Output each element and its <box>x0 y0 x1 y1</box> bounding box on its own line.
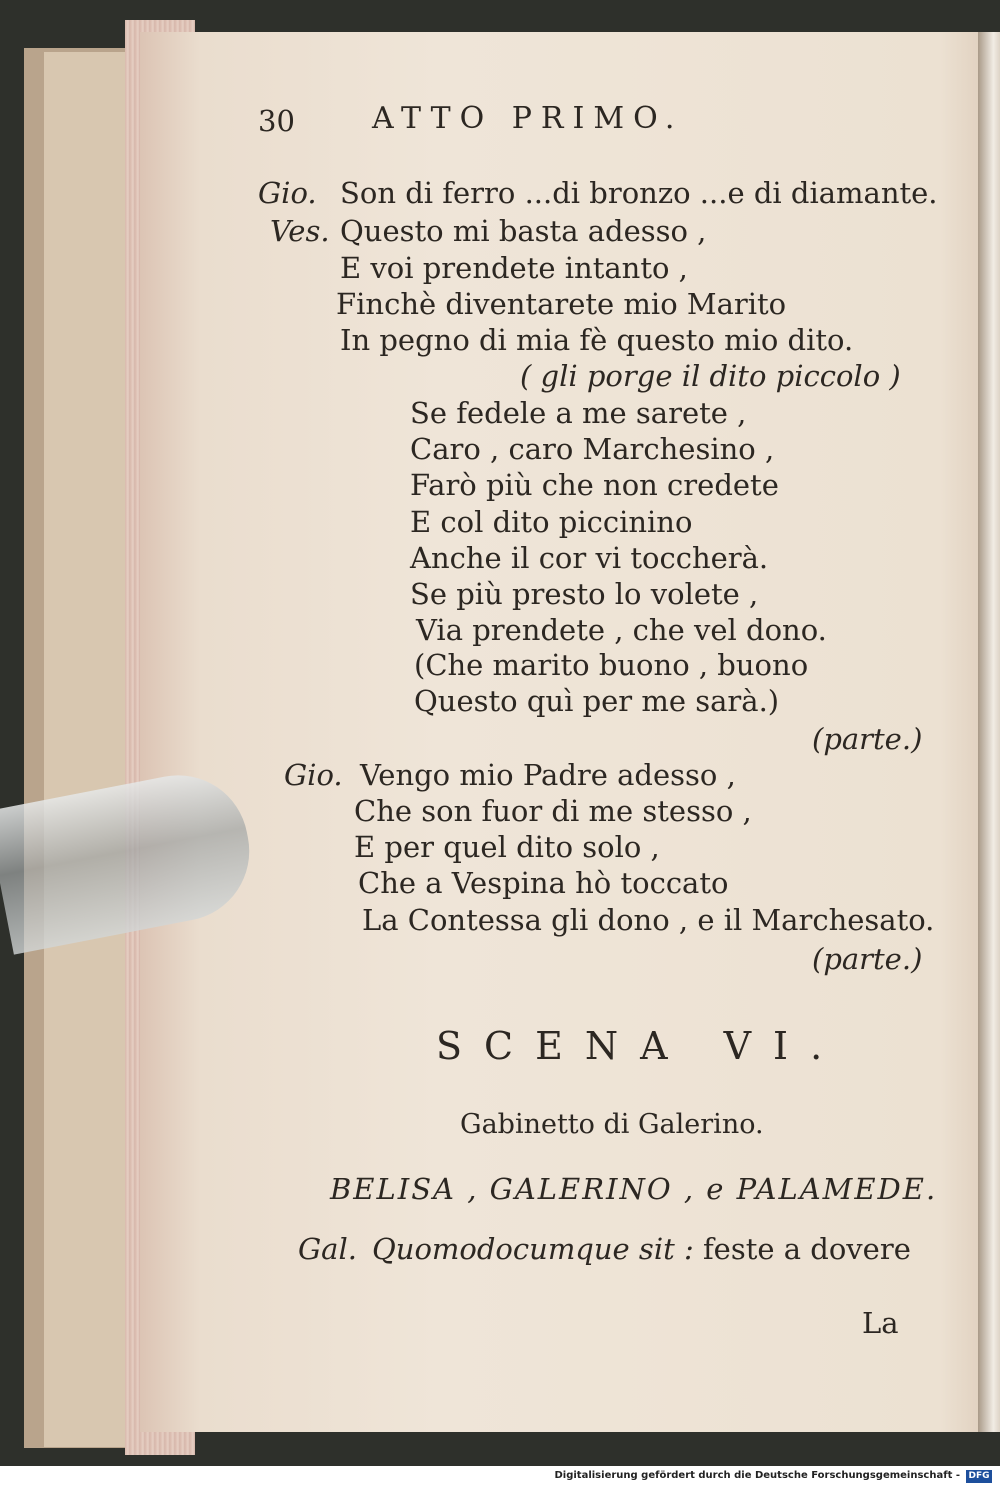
verse-line: Via prendete , che vel dono. <box>416 613 827 647</box>
speaker-label: Ves. <box>270 214 330 248</box>
speaker-label: Gio. <box>258 176 317 210</box>
verse-line: Vengo mio Padre adesso , <box>360 758 736 792</box>
stage-direction: ( gli porge il dito piccolo ) <box>520 359 901 393</box>
footer-bar <box>0 1466 1000 1488</box>
character-list: BELISA , GALERINO , e PALAMEDE. <box>330 1172 938 1206</box>
dfg-logo: DFG <box>966 1470 992 1483</box>
page-gutter <box>978 32 1000 1432</box>
scene-location: Gabinetto di Galerino. <box>460 1109 764 1140</box>
page-number: 30 <box>258 104 295 138</box>
verse-line: Finchè diventarete mio Marito <box>336 287 787 321</box>
verse-line <box>372 1232 911 1266</box>
verse-line: Anche il cor vi toccherà. <box>410 541 769 575</box>
verse-line: In pegno di mia fè questo mio dito. <box>340 323 854 357</box>
verse-line: Se più presto lo volete , <box>410 577 759 611</box>
verse-line: E per quel dito solo , <box>354 830 660 864</box>
running-head: ATTO PRIMO. <box>372 101 684 136</box>
latin-phrase: Quomodocumque sit : <box>372 1232 694 1266</box>
verse-line: Che son fuor di me stesso , <box>354 794 752 828</box>
verse-line: Che a Vespina hò toccato <box>358 866 729 900</box>
speaker-label: Gal. <box>298 1232 357 1266</box>
verse-line: (Che marito buono , buono <box>414 648 809 682</box>
verse-line: Se fedele a me sarete , <box>410 396 747 430</box>
verse-line: Son di ferro ...di bronzo ...e di diamante. <box>340 176 938 210</box>
verse-line: E col dito piccinino <box>410 505 693 539</box>
verse-line: La Contessa gli dono , e il Marchesato. <box>362 903 935 937</box>
verse-line: Caro , caro Marchesino , <box>410 432 775 466</box>
verse-text: feste a dovere <box>693 1232 911 1266</box>
stage-direction: (parte.) <box>812 942 923 976</box>
speaker-label: Gio. <box>284 758 343 792</box>
funding-credit: Digitalisierung gefördert durch die Deutsche Forschungsgemeinschaft - <box>554 1470 960 1481</box>
verse-line: Questo mi basta adesso , <box>340 214 707 248</box>
stage-direction: (parte.) <box>812 722 923 756</box>
catchword: La <box>862 1306 899 1340</box>
verse-line: E voi prendete intanto , <box>340 251 688 285</box>
verse-line: Questo quì per me sarà.) <box>414 684 780 718</box>
scene-heading: SCENA VI. <box>436 1024 845 1068</box>
verse-line: Farò più che non credete <box>410 468 779 502</box>
